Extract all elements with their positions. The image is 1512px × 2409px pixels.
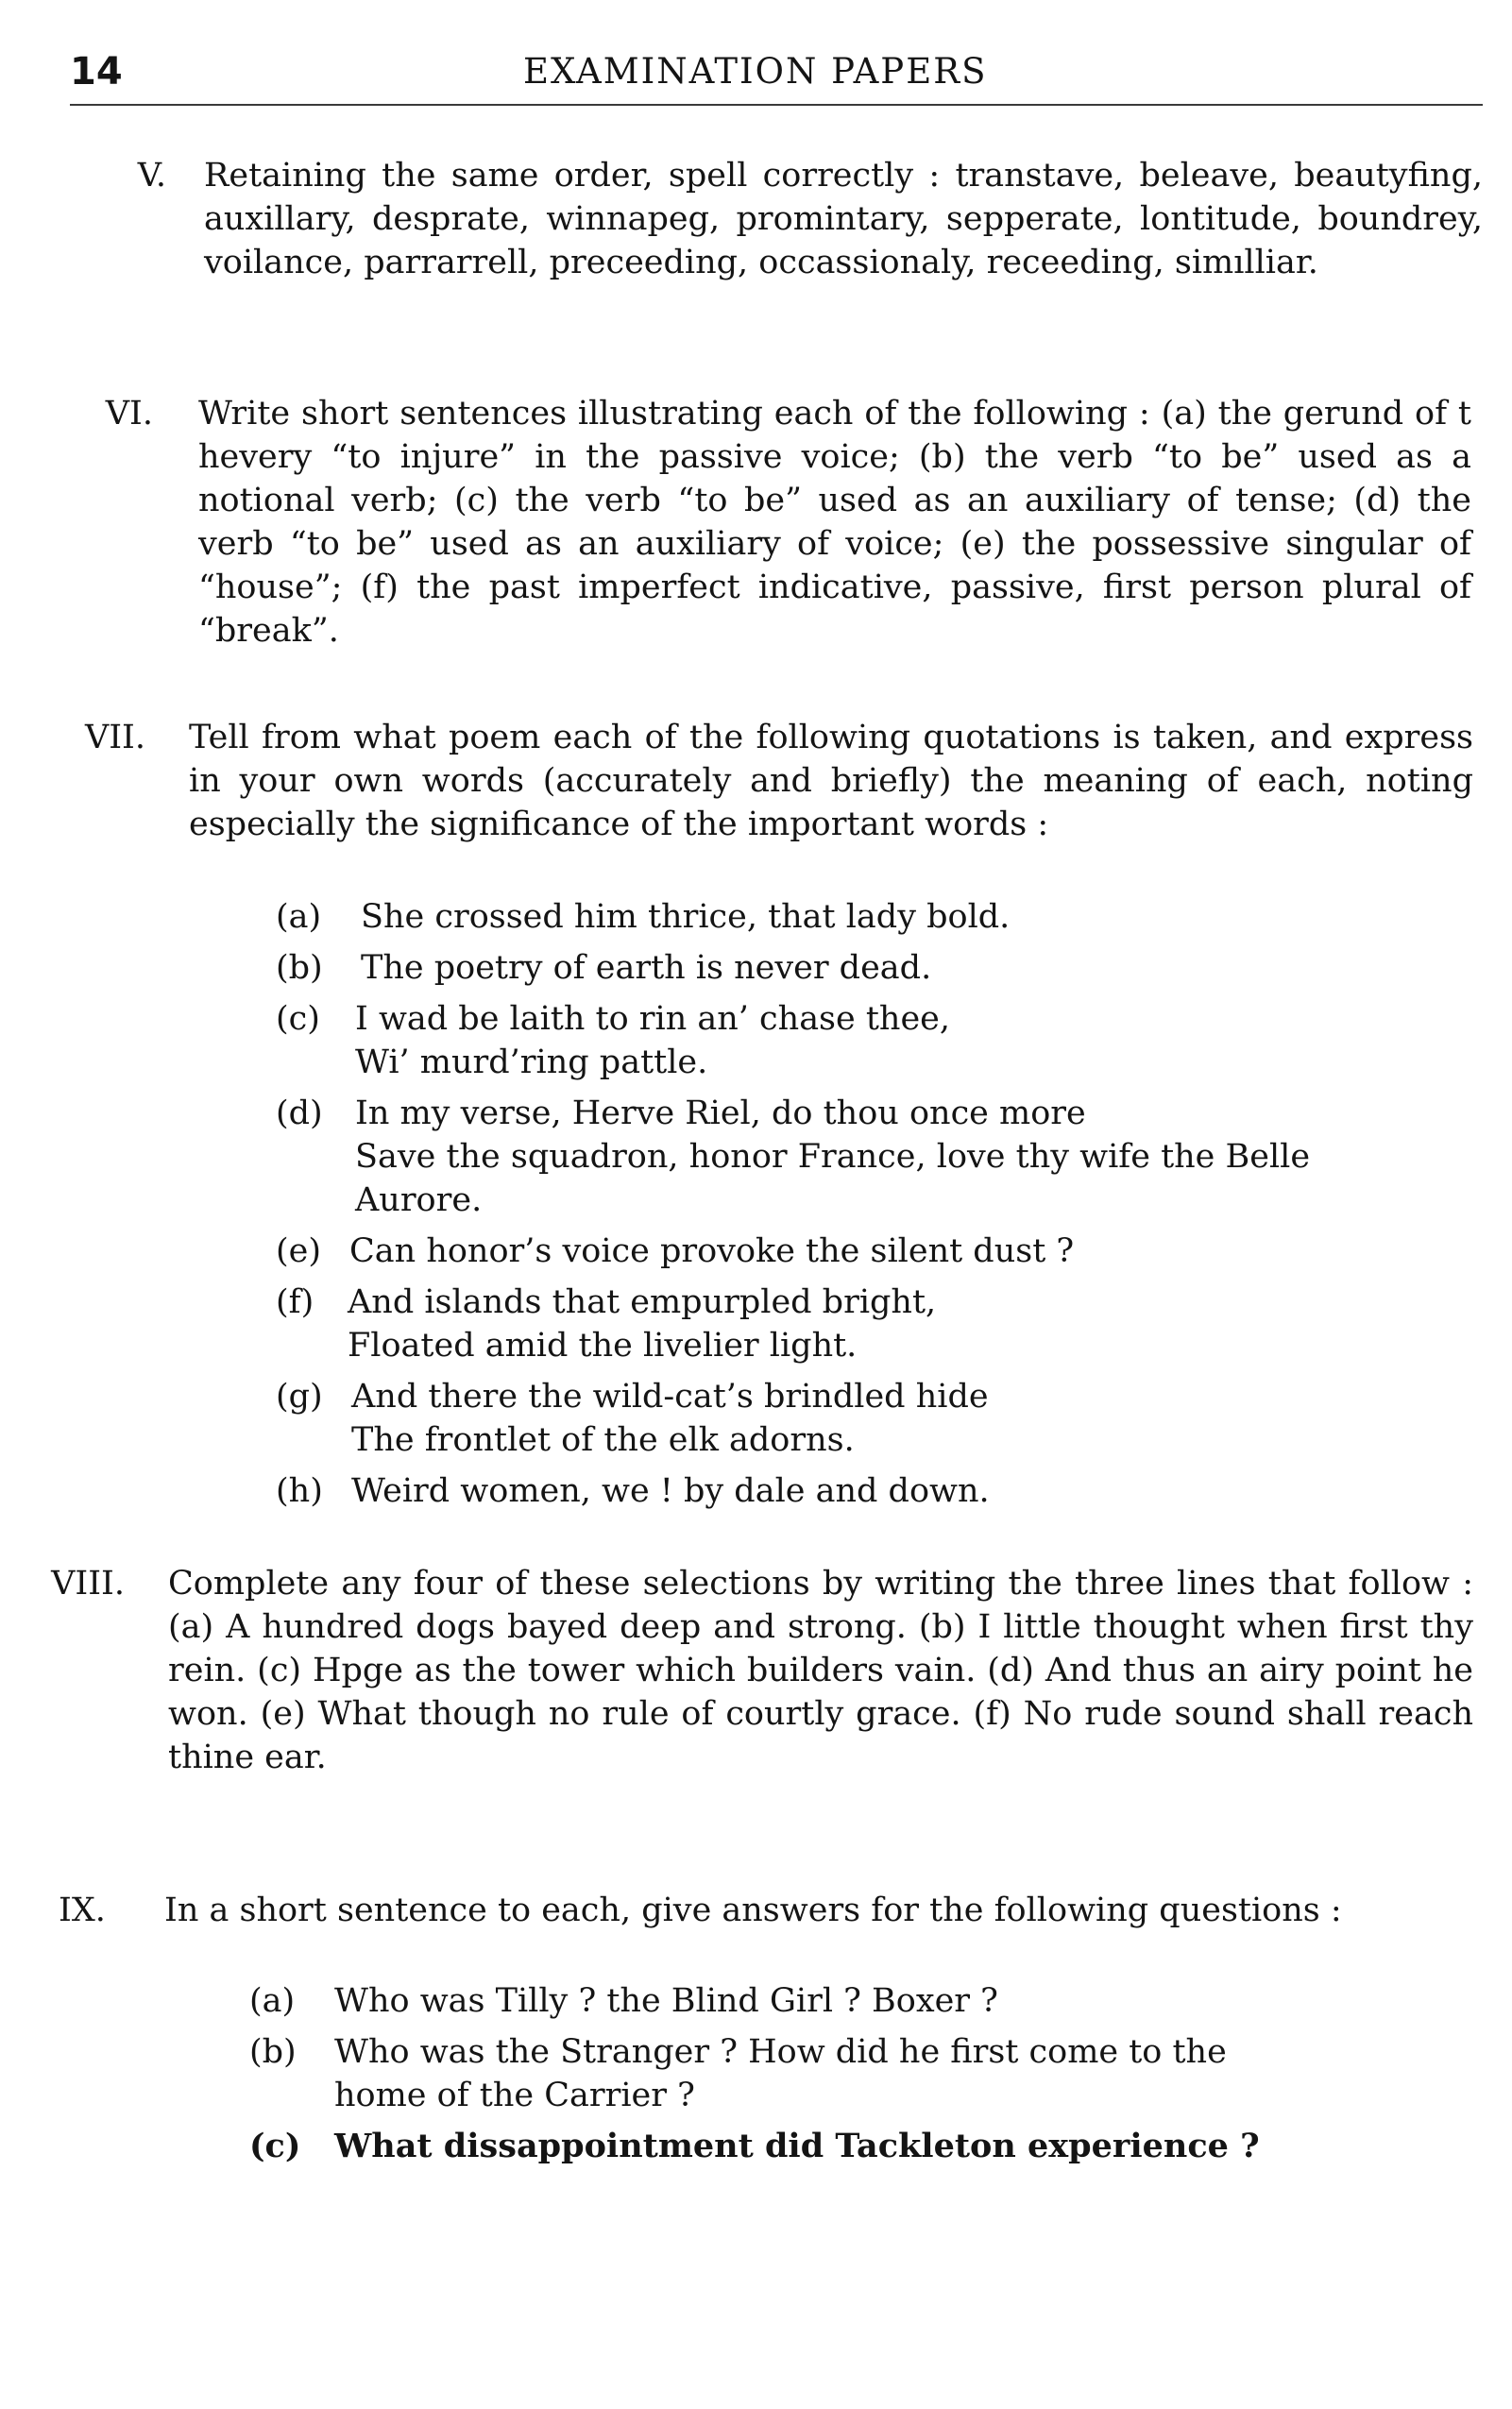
question-number: VI. [105, 395, 153, 433]
item-label: (h) [276, 1472, 323, 1510]
page-number: 14 [70, 50, 123, 93]
item-line: She crossed him thrice, that lady bold. [361, 898, 1011, 936]
question-v [113, 154, 1483, 333]
quotation-item [276, 1092, 1475, 1222]
question-vi [87, 392, 1483, 656]
item-line: Save the squadron, honor France, love thy wife the Belle [355, 1138, 1311, 1176]
question-text: In a short sentence to each, give answers for the following questions : [164, 1892, 1342, 1929]
question-text: Retaining the same order, spell correctly : transtave, beleave, beautyfing, auxillary, desprate, winnapeg, promintary, sepperate, lontitude, boundrey, voilance, parrarrell, preceeding, occassionaly, receeding, simılliar. [204, 157, 1483, 281]
item-label: (b) [249, 2033, 297, 2071]
header-rule [70, 104, 1483, 106]
answer-list [249, 1979, 1468, 2176]
running-head: EXAMINATION PAPERS [523, 51, 988, 92]
quotation-item [276, 1375, 1475, 1462]
question-item [249, 2125, 1468, 2168]
item-label: (e) [276, 1232, 322, 1270]
item-line: The frontlet of the elk adorns. [351, 1421, 855, 1459]
question-text: Write short sentences illustrating each of the following : (a) the gerund of t hevery “to injure” in the passive voice; (b) the verb “to be” used as a notional verb; (c) the verb “to be” used as an auxiliary of tense; (d) the verb “to be” used as an auxiliary of voice; (e) the possessive singular of “house”; (f) the past imperfect indicative, passive, first person plural of “break”. [198, 395, 1471, 650]
quotation-list [276, 895, 1475, 1520]
question-number: IX. [59, 1892, 106, 1929]
item-label: (d) [276, 1094, 323, 1132]
item-line: The poetry of earth is never dead. [361, 949, 932, 987]
item-line: And there the wild-cat’s brindled hide [351, 1378, 989, 1416]
item-line: Wi’ murd’ring pattle. [355, 1043, 708, 1081]
item-line: What dissappointment did Tackleton experience ? [334, 2127, 1260, 2165]
item-label: (f) [276, 1283, 314, 1321]
question-text: Complete any four of these selections by writing the three lines that follow : (a) A hundred dogs bayed deep and strong. (b) I little thought when first thy rein. (c) Hpge as the tower which builders vain. (d) And thus an airy point he won. (e) What though no rule of courtly grace. (f) No rude sound shall reach thine ear. [168, 1565, 1473, 1776]
question-vii [70, 716, 1483, 895]
question-item [249, 1979, 1468, 2023]
item-label: (b) [276, 949, 323, 987]
item-label: (c) [249, 2127, 301, 2165]
question-viii [36, 1562, 1483, 1836]
page-header [70, 47, 1483, 106]
item-line: Can honor’s voice provoke the silent dust ? [349, 1232, 1075, 1270]
item-line: In my verse, Herve Riel, do thou once more [355, 1094, 1086, 1132]
item-line: home of the Carrier ? [334, 2077, 695, 2114]
quotation-item [276, 1230, 1475, 1273]
quotation-item [276, 895, 1475, 939]
quotation-item [276, 997, 1475, 1084]
question-text: Tell from what poem each of the following quotations is taken, and express in your own words (accurately and briefly) the meaning of each, noting especially the significance of the important words : [189, 719, 1473, 843]
item-label: (c) [276, 1000, 320, 1038]
question-number: V. [137, 157, 166, 195]
question-number: VII. [84, 719, 145, 756]
item-line: I wad be laith to rin an’ chase thee, [355, 1000, 951, 1038]
item-line: Who was Tilly ? the Blind Girl ? Boxer ? [334, 1982, 998, 2020]
item-line: Floated amid the livelier light. [348, 1327, 858, 1365]
quotation-item [276, 1469, 1475, 1513]
question-number: VIII. [51, 1565, 125, 1603]
item-label: (a) [249, 1982, 296, 2020]
quotation-item [276, 1281, 1475, 1367]
item-label: (a) [276, 898, 322, 936]
question-ix [59, 1889, 1483, 1983]
item-line: Aurore. [355, 1181, 483, 1219]
item-label: (g) [276, 1378, 323, 1416]
item-line: And islands that empurpled bright, [348, 1283, 937, 1321]
quotation-item [276, 946, 1475, 990]
item-line: Who was the Stranger ? How did he first come to the [334, 2033, 1227, 2071]
item-line: Weird women, we ! by dale and down. [351, 1472, 990, 1510]
question-item [249, 2030, 1468, 2117]
